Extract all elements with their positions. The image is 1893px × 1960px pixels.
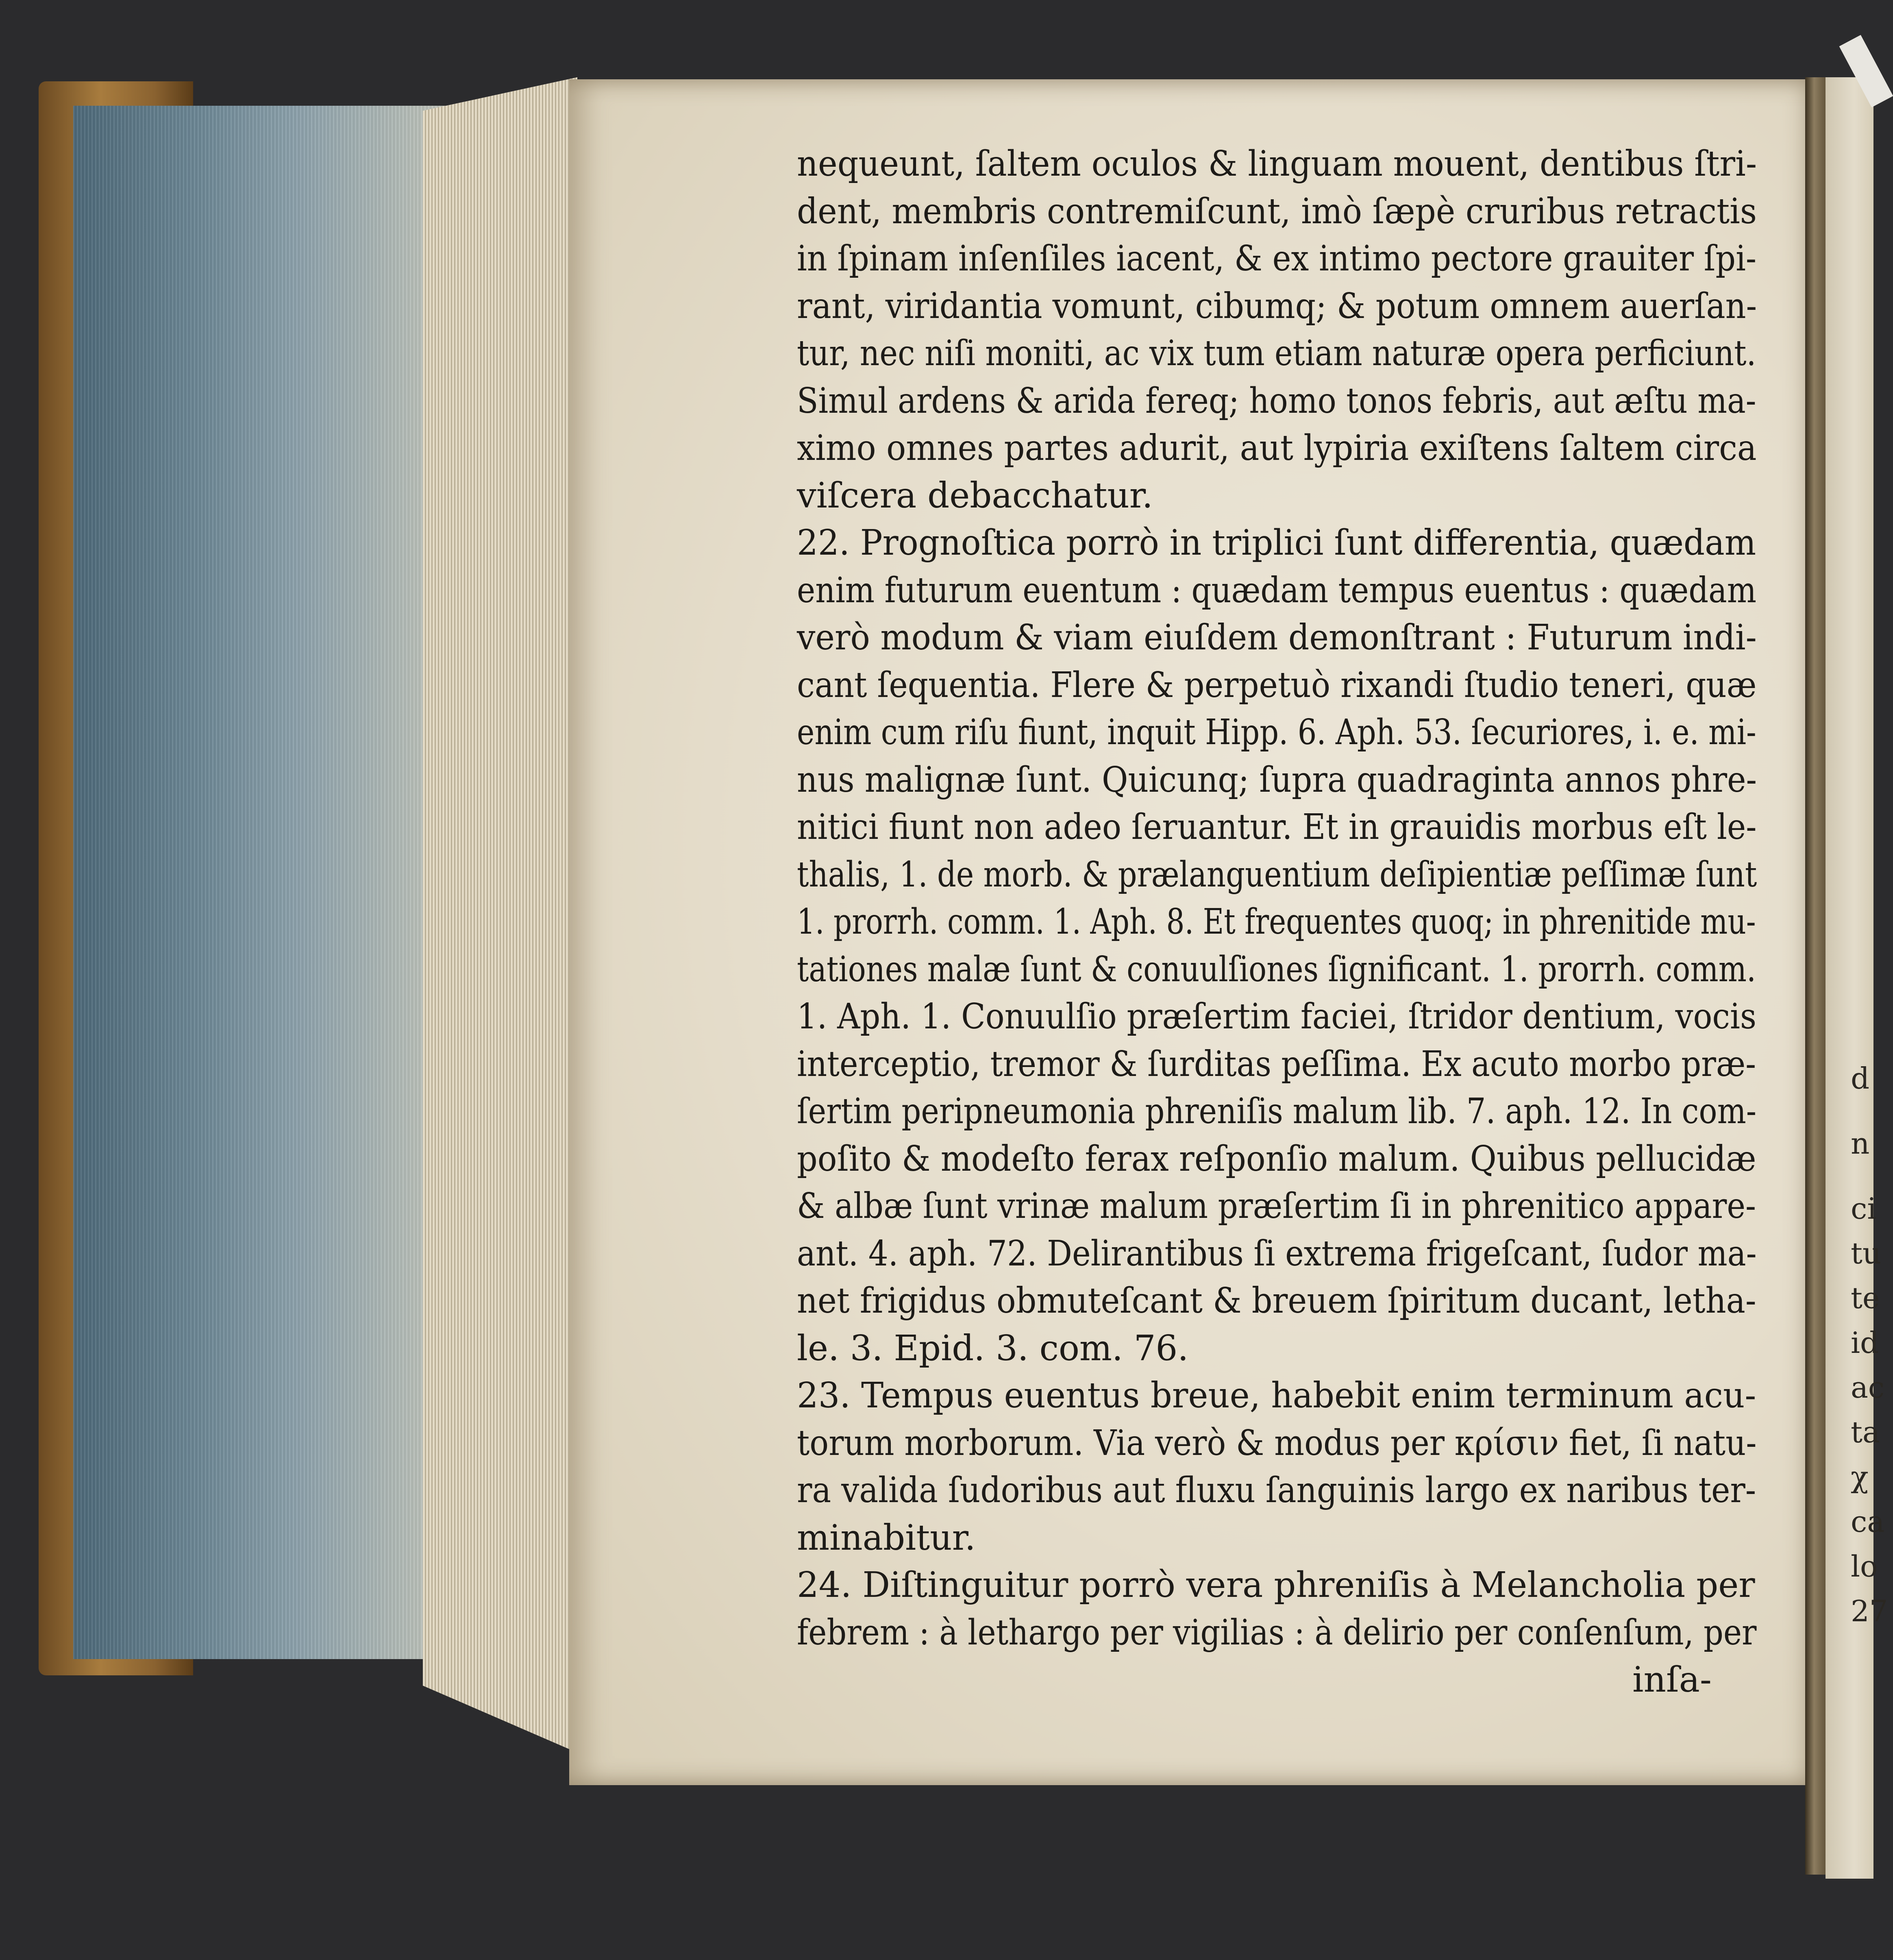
facing-fragment: ci [1851, 1191, 1877, 1226]
text-line: febrem : à lethargo per vigilias : à delirio per conſenſum, per [797, 1612, 1757, 1653]
text-line: 24. Diſtinguitur porrò vera phreniſis à Melancholia per [797, 1565, 1755, 1605]
text-line: Simul ardens & arida fereq; homo tonos febris, aut æſtu ma- [797, 380, 1756, 421]
text-line: nequeunt, ſaltem oculos & linguam mouent, dentibus ſtri- [797, 144, 1757, 184]
text-line: verò modum & viam eiuſdem demonſtrant : Futurum indi- [797, 617, 1757, 658]
text-line: le. 3. Epid. 3. com. 76. [797, 1328, 1189, 1369]
facing-fragment: id [1851, 1326, 1879, 1360]
text-line: ant. 4. aph. 72. Delirantibus ſi extrema frigeſcant, ſudor ma- [797, 1233, 1757, 1274]
gutter [1805, 77, 1828, 1875]
text-line: ſertim peripneumonia phreniſis malum lib. 7. aph. 12. In com- [797, 1091, 1757, 1132]
text-line: 22. Prognoſtica porrò in triplici ſunt differentia, quædam [797, 523, 1756, 563]
facing-fragment: te [1851, 1281, 1880, 1315]
facing-fragment: χ [1851, 1460, 1869, 1494]
text-line: minabitur. [797, 1517, 976, 1558]
text-line: in ſpinam inſenſiles iacent, & ex intimo pectore grauiter ſpi- [797, 238, 1757, 279]
text-line: enim cum riſu fiunt, inquit Hipp. 6. Aph. 53. ſecuriores, i. e. mi- [797, 712, 1756, 753]
text-line: & albæ ſunt vrinæ malum præſertim ſi in phrenitico appare- [797, 1186, 1756, 1226]
page-text [797, 140, 1773, 1704]
text-line: tationes malæ ſunt & conuulſiones ſignificant. 1. prorrh. comm. [797, 949, 1756, 990]
text-line: dent, membris contremiſcunt, imò ſæpè cruribus retractis [797, 191, 1757, 232]
facing-fragment: ca [1851, 1505, 1885, 1539]
leaf-edges [423, 77, 577, 1753]
text-line: rant, viridantia vomunt, cibumq; & potum omnem auerſan- [797, 285, 1757, 327]
facing-fragment: 27 [1851, 1594, 1888, 1628]
text-line: net frigidus obmuteſcant & breuem ſpiritum ducant, letha- [797, 1281, 1756, 1321]
text-line: 23. Tempus euentus breue, habebit enim terminum acu- [797, 1375, 1756, 1416]
facing-fragment: lo [1851, 1549, 1878, 1583]
facing-fragment: d [1851, 1061, 1870, 1095]
facing-fragment: tu [1851, 1236, 1882, 1270]
text-line: ximo omnes partes adurit, aut lypiria exiſtens ſaltem circa [797, 428, 1757, 468]
page-block-edge [73, 106, 480, 1659]
text-line: enim futurum euentum : quædam tempus euentus : quædam [797, 570, 1757, 611]
facing-fragment: ta [1851, 1415, 1880, 1449]
text-line: cant ſequentia. Flere & perpetuò rixandi ſtudio teneri, quæ [797, 664, 1757, 706]
text-line: poſito & modeſto ferax reſponſio malum. Quibus pellucidæ [797, 1138, 1756, 1179]
text-line: interceptio, tremor & ſurditas peſſima. Ex acuto morbo præ- [797, 1043, 1756, 1085]
text-line: ra valida ſudoribus aut fluxu ſanguinis largo ex naribus ter- [797, 1470, 1756, 1511]
text-line: torum morborum. Via verò & modus per κρίσιν fiet, ſi natu- [797, 1422, 1757, 1463]
text-line: thalis, 1. de morb. & prælanguentium deſipientiæ peſſimæ ſunt [797, 854, 1757, 895]
text-line: 1. Aph. 1. Conuulſio præſertim faciei, ſtridor dentium, vocis [797, 996, 1756, 1037]
catchword: inſa- [1632, 1659, 1712, 1700]
text-line: 1. prorrh. comm. 1. Aph. 8. Et frequentes quoq; in phrenitide mu- [797, 902, 1756, 942]
text-line: viſcera debacchatur. [797, 475, 1153, 516]
text-line: tur, nec niſi moniti, ac vix tum etiam naturæ opera perficiunt. [797, 333, 1756, 374]
text-line: nus malignæ ſunt. Quicunq; ſupra quadraginta annos phre- [797, 759, 1757, 800]
facing-fragment: n [1851, 1126, 1870, 1161]
facing-fragment: ac [1851, 1370, 1885, 1405]
text-line: nitici fiunt non adeo ſeruantur. Et in grauidis morbus eſt le- [797, 807, 1757, 847]
